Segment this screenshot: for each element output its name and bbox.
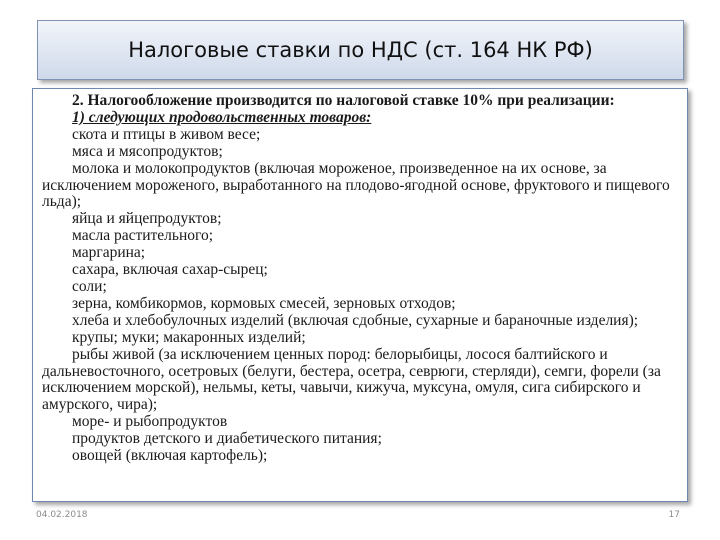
content-text	[42, 93, 682, 465]
list-item: овощей (включая картофель);	[72, 447, 268, 465]
list-item: масла растительного;	[72, 227, 214, 245]
list-item: молока и молокопродуктов (включая мороженое, произведенное на их основе, за исключением мороженого, выработанного на плодово-ягодной основе, фруктового и пищевого льда);	[42, 159, 670, 211]
content-box	[32, 88, 688, 502]
title-box	[37, 20, 684, 80]
list-item: яйца и яйцепродуктов;	[72, 210, 222, 228]
list-item: рыбы живой (за исключением ценных пород: белорыбицы, лосося балтийского и дальневосточного, осетровых (белуги, бестера, осетра, севрюги, стерляди), семги, форели (за исключением морской), нельмы, кеты, чавычи, кижуча, муксуна, омуля, сига сибирского и амурского, чира);	[42, 345, 661, 414]
list-item: зерна, комбикормов, кормовых смесей, зерновых отходов;	[72, 294, 456, 312]
list-item: продуктов детского и диабетического питания;	[72, 430, 382, 448]
list-item: соли;	[72, 277, 107, 295]
intro-paragraph: 2. Налогообложение производится по налоговой ставке 10% при реализации:	[72, 92, 615, 109]
page-number: 17	[668, 510, 680, 520]
subheading-paragraph	[42, 110, 682, 127]
list-item: маргарина;	[72, 244, 146, 262]
list-item: крупы; муки; макаронных изделий;	[72, 328, 306, 346]
footer-date: 04.02.2018	[36, 510, 88, 520]
list-item: море- и рыбопродуктов	[72, 413, 228, 431]
slide-title: Налоговые ставки по НДС (ст. 164 НК РФ)	[128, 38, 593, 62]
subheading: 1) следующих продовольственных товаров:	[72, 108, 372, 126]
list-item: хлеба и хлебобулочных изделий (включая сдобные, сухарные и бараночные изделия);	[72, 311, 639, 329]
list-item: сахара, включая сахар-сырец;	[72, 261, 268, 279]
list-item: мяса и мясопродуктов;	[72, 142, 223, 160]
list-item: скота и птицы в живом весе;	[72, 125, 261, 143]
